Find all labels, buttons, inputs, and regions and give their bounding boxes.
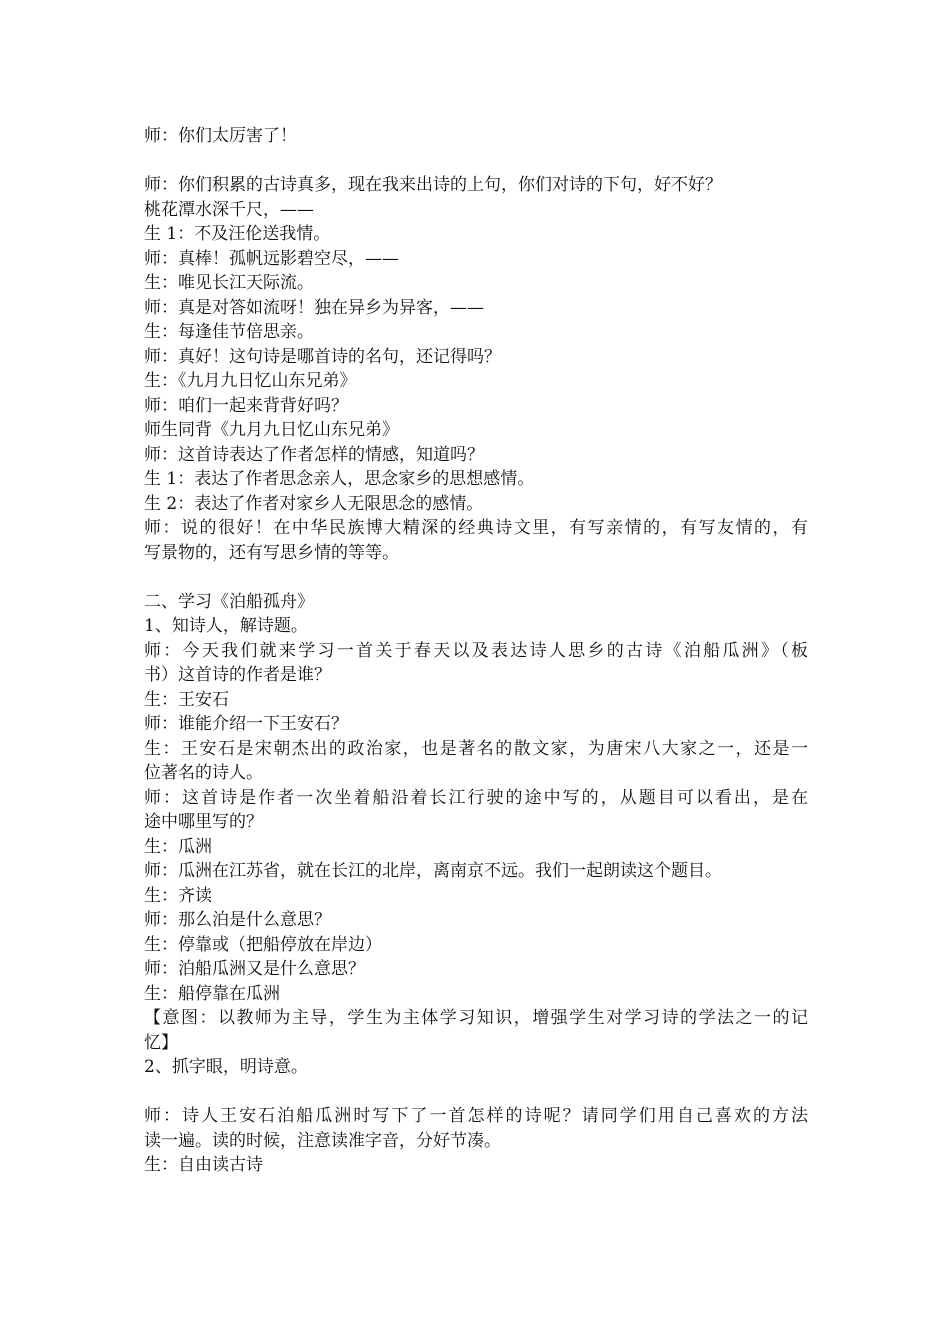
- text-line: 师：诗人王安石泊船瓜洲时写下了一首怎样的诗呢？请同学们用自己喜欢的方法: [144, 1106, 808, 1126]
- blank-line: [144, 565, 808, 590]
- text-line: 桃花潭水深千尺，——: [144, 199, 314, 220]
- text-line: 途中哪里写的？: [144, 812, 263, 832]
- text-line: 生：自由读古诗: [144, 1155, 263, 1175]
- document-body: [144, 124, 808, 1178]
- text-line: 生 1：表达了作者思念亲人，思念家乡的思想感情。: [144, 469, 535, 489]
- text-line: 师：真是对答如流呀！独在异乡为异客，——: [144, 297, 484, 318]
- text-line: 书）这首诗的作者是谁？: [144, 665, 331, 685]
- text-line: 师：你们积累的古诗真多，现在我来出诗的上句，你们对诗的下句，好不好？: [144, 175, 722, 195]
- text-line: 写景物的，还有写思乡情的等等。: [144, 542, 399, 563]
- intent-note: 【意图：以教师为主导，学生为主体学习知识，增强学生对学习诗的学法之一的记: [144, 1008, 808, 1028]
- text-line: 师：咱们一起来背背好吗？: [144, 395, 348, 416]
- text-line: 师：真好！这句诗是哪首诗的名句，还记得吗？: [144, 346, 501, 367]
- text-line: 师：真棒！孤帆远影碧空尽，——: [144, 248, 399, 269]
- text-line: 师：这首诗是作者一次坐着船沿着长江行驶的途中写的，从题目可以看出，是在: [144, 787, 808, 808]
- text-line: 生：齐读: [144, 885, 212, 906]
- text-line: 生：瓜洲: [144, 836, 212, 857]
- text-line: 师生同背《九月九日忆山东兄弟》: [144, 420, 399, 440]
- intent-note: 忆】: [144, 1032, 178, 1053]
- text-line: 师：这首诗表达了作者怎样的情感，知道吗？: [144, 444, 484, 465]
- text-line: 师：今天我们就来学习一首关于春天以及表达诗人思乡的古诗《泊船瓜洲》（板: [144, 640, 808, 661]
- subsection-heading: 1、知诗人，解诗题。: [144, 616, 308, 636]
- text-line: 生：停靠或（把船停放在岸边）: [144, 934, 382, 955]
- text-line: 师：瓜洲在江苏省，就在长江的北岸，离南京不远。我们一起朗读这个题目。: [144, 861, 722, 881]
- text-line: 生：《九月九日忆山东兄弟》: [144, 371, 357, 391]
- text-line: 读一遍。读的时候，注意读准字音，分好节凑。: [144, 1130, 501, 1151]
- subsection-heading: 2、抓字眼，明诗意。: [144, 1057, 308, 1077]
- text-line: 生：王安石是宋朝杰出的政治家，也是著名的散文家，为唐宋八大家之一，还是一: [144, 738, 808, 759]
- text-line: 生：船停靠在瓜洲: [144, 983, 280, 1004]
- text-line: 师：那么泊是什么意思？: [144, 910, 331, 930]
- text-line: 生：王安石: [144, 689, 229, 710]
- blank-line: [144, 1080, 808, 1105]
- text-line: 师：你们太厉害了！: [144, 126, 297, 146]
- text-line: 师：谁能介绍一下王安石？: [144, 714, 348, 734]
- text-line: 生 1：不及汪伦送我情。: [144, 224, 331, 244]
- text-line: 生 2：表达了作者对家乡人无限思念的感情。: [144, 493, 484, 514]
- section-heading: 二、学习《泊船孤舟》: [144, 591, 314, 612]
- text-line: 生：唯见长江天际流。: [144, 273, 314, 293]
- text-line: 师：说的很好！在中华民族博大精深的经典诗文里，有写亲情的，有写友情的，有: [144, 518, 808, 538]
- text-line: 师：泊船瓜洲又是什么意思？: [144, 959, 365, 979]
- text-line: 位著名的诗人。: [144, 763, 263, 783]
- text-line: 生：每逢佳节倍思亲。: [144, 322, 314, 342]
- blank-line: [144, 149, 808, 174]
